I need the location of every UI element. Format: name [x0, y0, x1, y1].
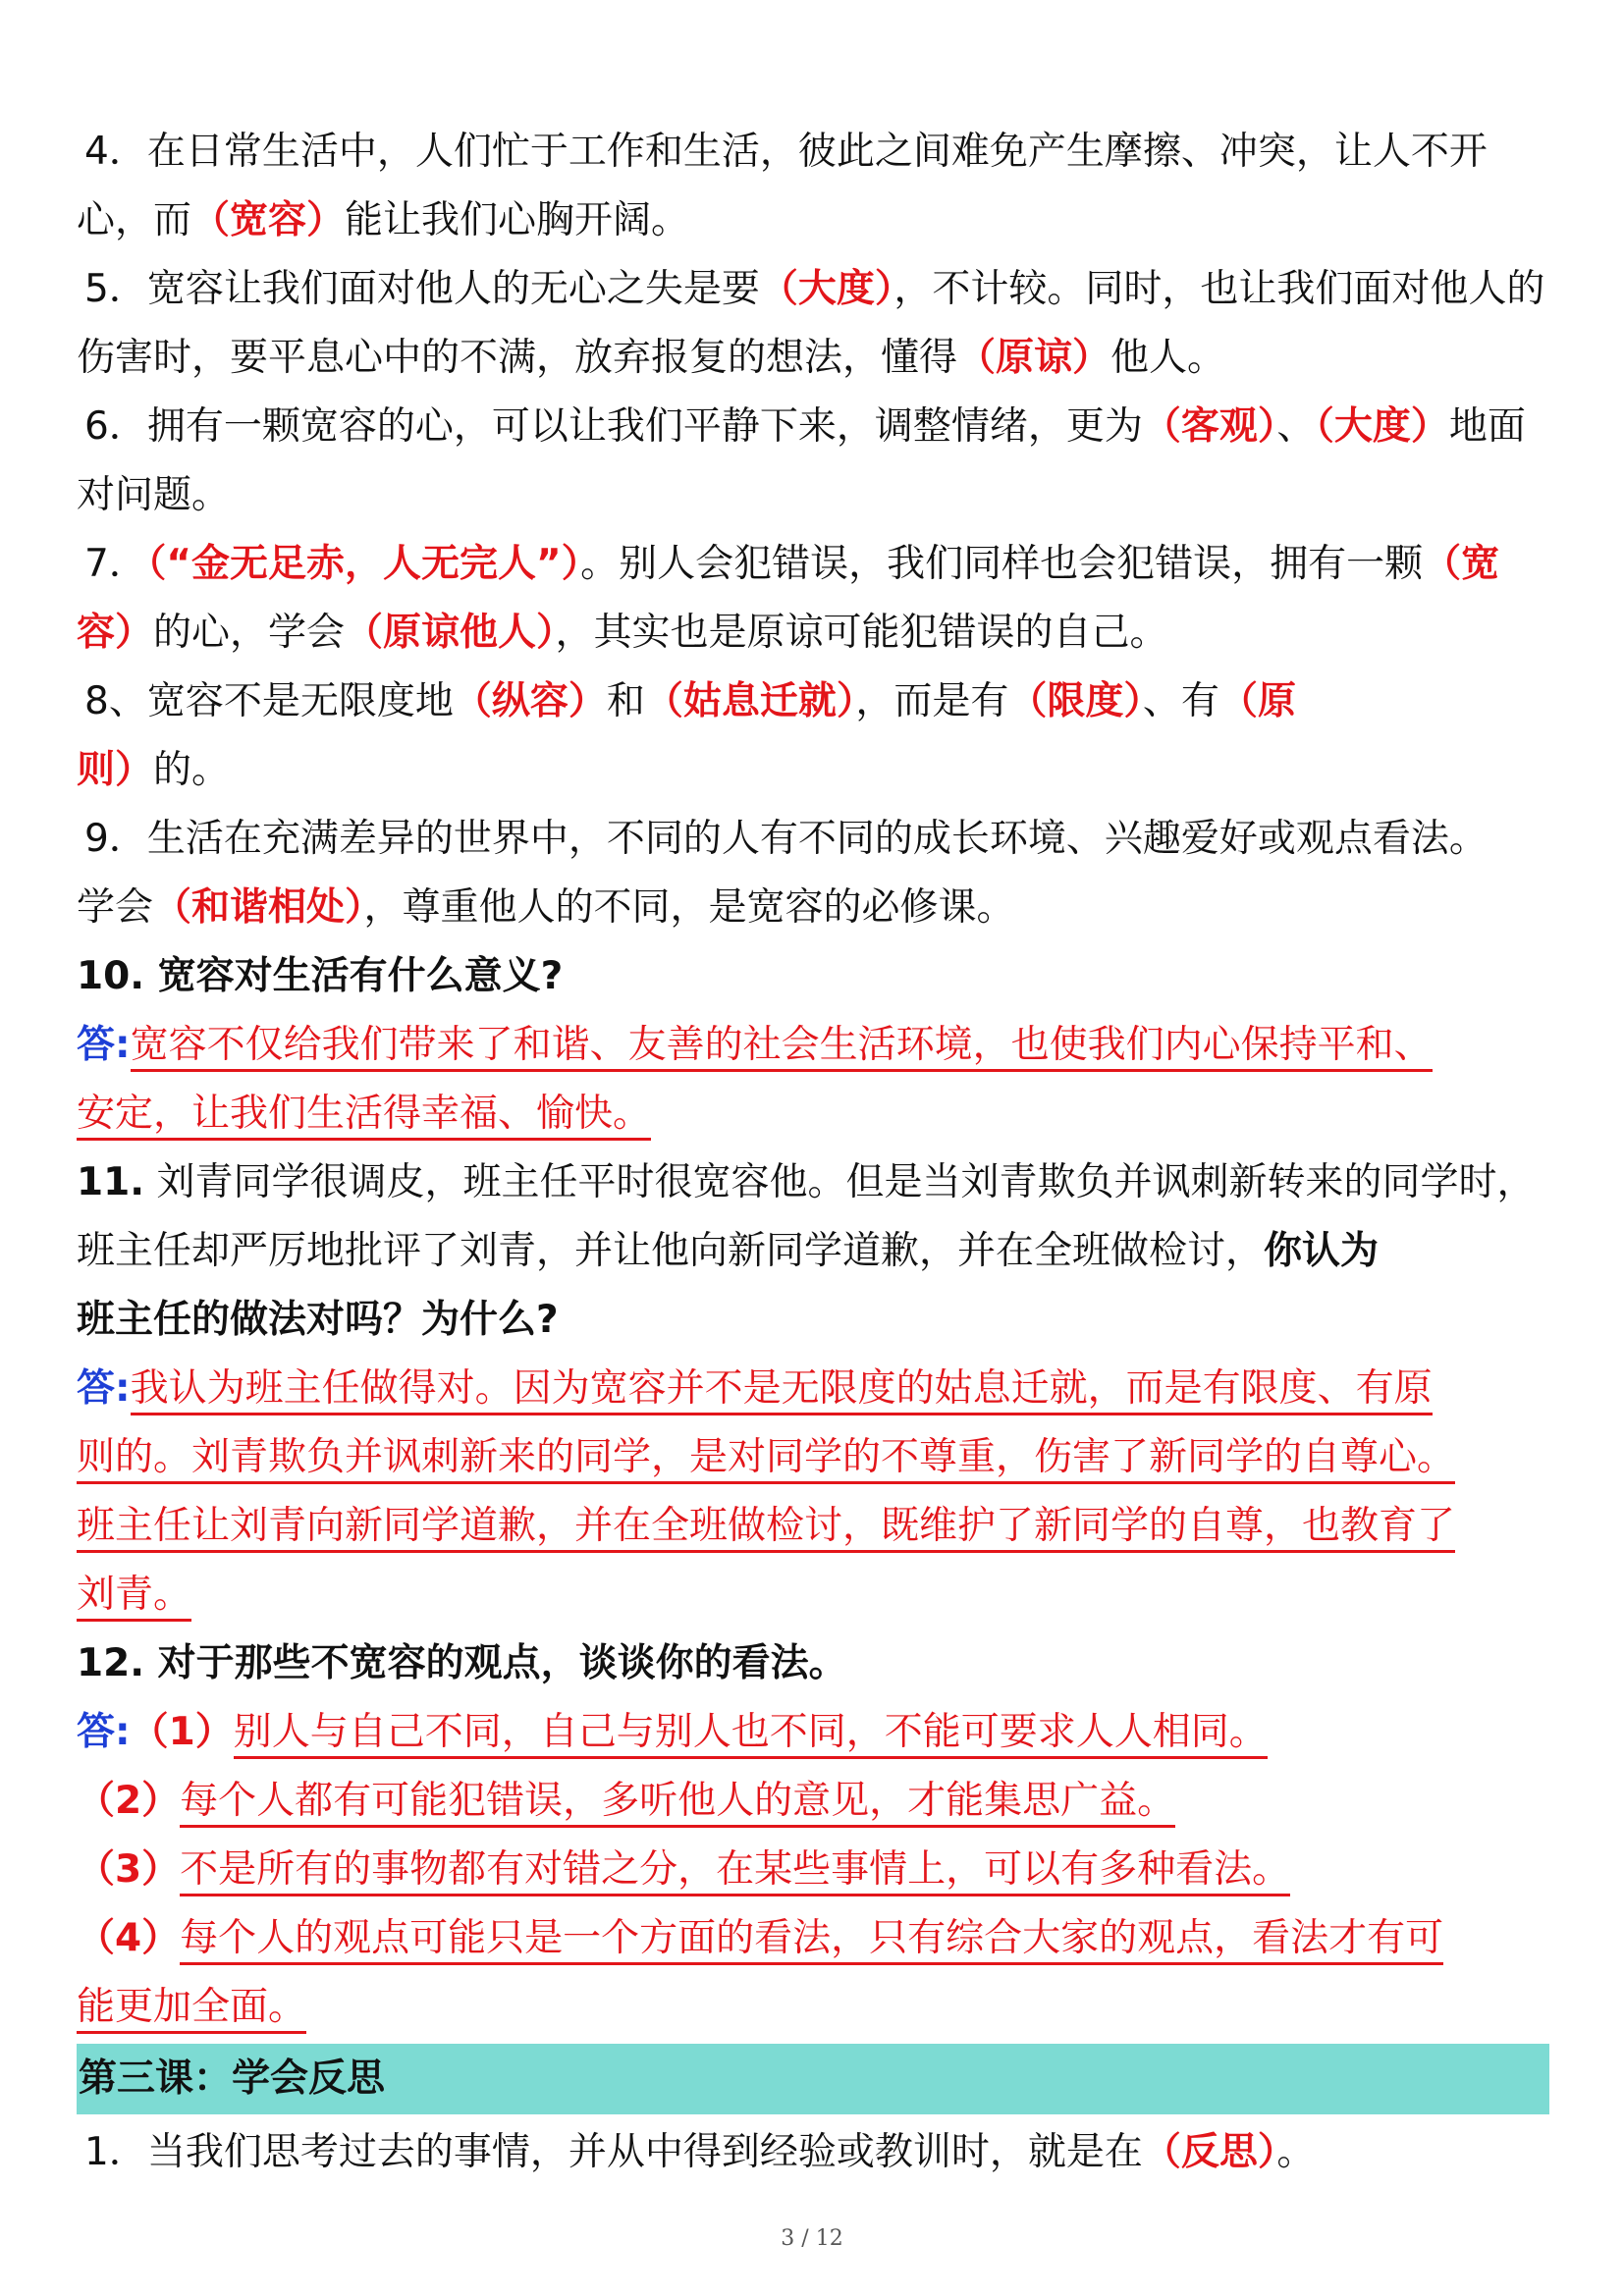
key-answer: （原谅他人） [345, 611, 556, 655]
item-number: 4． [84, 130, 147, 174]
item-number: 1． [84, 2130, 147, 2174]
item-text: 的。 [153, 748, 231, 792]
key-answer: （纵容） [453, 679, 607, 723]
section-title-bar: 第三课：学会反思 [77, 2044, 1549, 2114]
answer-text: 则的。刘青欺负并讽刺新来的同学，是对同学的不尊重，伤害了新同学的自尊心。 [77, 1435, 1455, 1484]
key-answer: （“金无足赤，人无完人”） [146, 542, 581, 586]
answer-text: 每个人的观点可能只是一个方面的看法，只有综合大家的观点，看法才有可 [180, 1916, 1443, 1965]
answer-text: 不是所有的事物都有对错之分，在某些事情上，可以有多种看法。 [180, 1847, 1290, 1896]
question-10: 10. 宽容对生活有什么意义? [77, 954, 564, 998]
item-text: ，而是有 [855, 679, 1009, 723]
answer-text: 能更加全面。 [77, 1985, 306, 2034]
item-text: 他人。 [1110, 336, 1226, 380]
answer-12 [77, 1698, 1549, 2042]
item-number: 6． [84, 404, 147, 449]
question-text: 你认为 [1264, 1229, 1380, 1273]
item-text: 、 [1276, 404, 1316, 449]
item-text: 拥有一颗宽容的心，可以让我们平静下来，调整情绪，更为 [146, 404, 1143, 449]
answer-label: 答: [77, 1710, 131, 1754]
item-text: 。别人会犯错误，我们同样也会犯错误，拥有一颗 [580, 542, 1424, 586]
answer-text: 我认为班主任做得对。因为宽容并不是无限度的姑息迁就，而是有限度、有原 [131, 1366, 1433, 1415]
answer-point-number: （2） [77, 1779, 181, 1823]
key-answer: 则） [77, 748, 154, 792]
answer-11 [77, 1355, 1549, 1629]
item-text: ，不计较。同时，也让我们面对他人的伤害时，要平息心中的不满，放弃报复的想法，懂得 [77, 267, 1545, 380]
answer-text: 班主任让刘青向新同学道歉，并在全班做检讨，既维护了新同学的自尊，也教育了 [77, 1504, 1455, 1553]
answer-point-number: （1） [130, 1710, 234, 1754]
question-text: 班主任的做法对吗？为什么? [77, 1298, 559, 1342]
item-text: 当我们思考过去的事情，并从中得到经验或教训时，就是在 [146, 2130, 1143, 2174]
item-text: 和 [606, 679, 645, 723]
item-text: 能让我们心胸开阔。 [345, 198, 690, 242]
key-answer: （反思） [1142, 2130, 1277, 2174]
key-answer: （宽容） [77, 542, 1500, 655]
page-number: 3 / 12 [781, 2226, 843, 2251]
key-answer: （原 [1218, 679, 1296, 723]
item-9 [77, 805, 1549, 942]
item-6 [77, 393, 1549, 530]
answer-point-number: （4） [77, 1916, 181, 1960]
answer-label: 答: [77, 1023, 131, 1067]
item-number: 8、 [84, 679, 147, 723]
answer-point-number: （3） [77, 1847, 181, 1892]
item-text: 地面对问题。 [77, 404, 1526, 517]
answer-text: 刘青。 [77, 1573, 191, 1622]
item-5 [77, 255, 1549, 393]
item-number: 7． [84, 542, 147, 586]
key-answer: （姑息迁就） [644, 679, 856, 723]
item-text: ，尊重他人的不同，是宽容的必修课。 [363, 885, 1015, 930]
answer-text: 每个人都有可能犯错误，多听他人的意见，才能集思广益。 [180, 1779, 1175, 1828]
item-text: 。 [1276, 2130, 1316, 2174]
item-text: 刘青同学很调皮，班主任平时很宽容他。但是当刘青欺负并讽刺新转来的同学时，班主任却严厉地批评了刘青，并让他向新同学道歉，并在全班做检讨， [77, 1160, 1536, 1273]
key-answer: （原谅） [957, 336, 1111, 380]
item-text: 的心，学会 [153, 611, 346, 655]
item-text: 宽容不是无限度地 [146, 679, 454, 723]
item-text: 宽容让我们面对他人的无心之失是要 [146, 267, 760, 311]
answer-label: 答: [77, 1366, 131, 1411]
key-answer: （宽容） [191, 198, 346, 242]
item-number: 5． [84, 267, 147, 311]
item-text: 、有 [1142, 679, 1219, 723]
worksheet-page [77, 118, 1549, 2187]
key-answer: （大度） [1315, 404, 1449, 449]
key-answer: （和谐相处） [153, 885, 364, 930]
item-text: ，其实也是原谅可能犯错误的自己。 [555, 611, 1168, 655]
answer-10 [77, 1011, 1549, 1148]
answer-text: 安定，让我们生活得幸福、愉快。 [77, 1092, 651, 1141]
section-item-1 [77, 2118, 1549, 2187]
key-answer: （限度） [1008, 679, 1143, 723]
item-text: 生活在充满差异的世界中，不同的人有不同的成长环境、兴趣爱好或观点看法。 [146, 817, 1488, 861]
item-number: 11. [77, 1160, 145, 1204]
item-4 [77, 118, 1549, 255]
item-7 [77, 530, 1549, 667]
item-number: 9． [84, 817, 147, 861]
key-answer: （大度） [759, 267, 894, 311]
answer-text: 别人与自己不同，自己与别人也不同，不能可要求人人相同。 [234, 1710, 1268, 1759]
key-answer: （客观） [1142, 404, 1277, 449]
item-text: 在日常生活中，人们忙于工作和生活，彼此之间难免产生摩擦、冲突，让人不开心，而 [77, 130, 1488, 242]
question-12: 12. 对于那些不宽容的观点，谈谈你的看法。 [77, 1641, 847, 1685]
item-text: 学会 [77, 885, 154, 930]
question-11 [77, 1148, 1549, 1355]
answer-text: 宽容不仅给我们带来了和谐、友善的社会生活环境，也使我们内心保持平和、 [131, 1023, 1433, 1072]
item-8 [77, 667, 1549, 805]
